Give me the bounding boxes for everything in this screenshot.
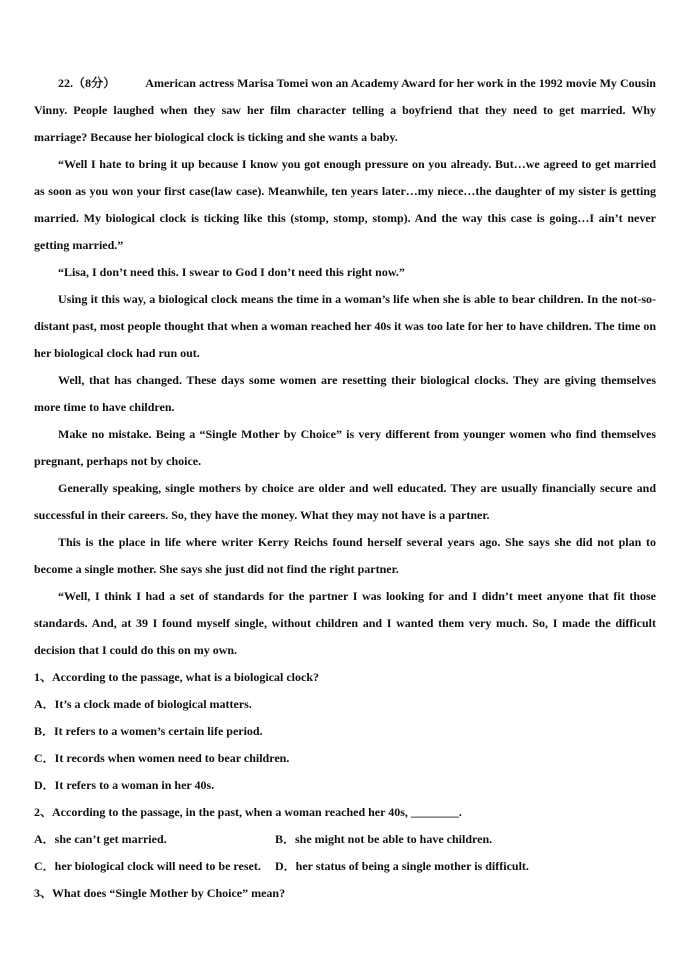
question-number: 22.（8分）: [58, 76, 116, 90]
question-1-option-a: A．It’s a clock made of biological matters.: [34, 697, 252, 711]
question-2-option-d: D．her status of being a single mother is difficult.: [275, 859, 529, 873]
passage-paragraph-2: “Well I hate to bring it up because I know you got enough pressure on you already. But…we agreed to get married as soon as you won your first case(law case). Meanwhile, ten years later…my niece…the daughter of my sister is getting married. My biological clock is ticking like this (stomp, stomp, stomp). And the way this case is going…I ain’t never getting married.”: [34, 157, 656, 252]
paragraph-text: American actress Marisa Tomei won an Academy Award for her work in the 1992 movie My Cousin Vinny. People laughed when they saw her film character telling a boyfriend that they need to get married. Why marriage? Because her biological clock is ticking and she wants a baby.: [34, 76, 656, 144]
passage-paragraph-9: “Well, I think I had a set of standards for the partner I was looking for and I didn’t meet anyone that fit those standards. And, at 39 I found myself single, without children and I wanted them very much. So, I made the difficult decision that I could do this on my own.: [34, 589, 656, 657]
question-3-stem: 3、What does “Single Mother by Choice” mean?: [34, 886, 286, 900]
question-2-option-c: C．her biological clock will need to be reset.: [34, 859, 261, 873]
passage-paragraph-3: “Lisa, I don’t need this. I swear to God I don’t need this right now.”: [58, 265, 405, 279]
document-body: [34, 70, 656, 907]
question-2-stem: 2、According to the passage, in the past, when a woman reached her 40s, ________.: [34, 805, 462, 819]
passage-paragraph-4: Using it this way, a biological clock means the time in a woman’s life when she is able to bear children. In the not-so-distant past, most people thought that when a woman reached her 40s it was too late for her to have children. The time on her biological clock had run out.: [34, 292, 656, 360]
question-1-stem: 1、According to the passage, what is a biological clock?: [34, 670, 319, 684]
passage-paragraph-7: Generally speaking, single mothers by choice are older and well educated. They are usually financially secure and successful in their careers. So, they have the money. What they may not have is a partner.: [34, 481, 656, 522]
passage-paragraph-1: [34, 70, 656, 151]
passage-paragraph-5: Well, that has changed. These days some women are resetting their biological clocks. They are giving themselves more time to have children.: [34, 373, 656, 414]
question-1-option-d: D．It refers to a woman in her 40s.: [34, 778, 215, 792]
question-2-option-b: B．she might not be able to have children.: [275, 832, 493, 846]
passage-paragraph-8: This is the place in life where writer Kerry Reichs found herself several years ago. She says she did not plan to become a single mother. She says she just did not find the right partner.: [34, 535, 656, 576]
question-1-option-b: B．It refers to a women’s certain life period.: [34, 724, 263, 738]
passage-paragraph-6: Make no mistake. Being a “Single Mother by Choice” is very different from younger women who find themselves pregnant, perhaps not by choice.: [34, 427, 656, 468]
question-2-options: [34, 826, 656, 880]
question-2-option-a: A．she can’t get married.: [34, 832, 167, 846]
question-1-option-c: C．It records when women need to bear children.: [34, 751, 290, 765]
